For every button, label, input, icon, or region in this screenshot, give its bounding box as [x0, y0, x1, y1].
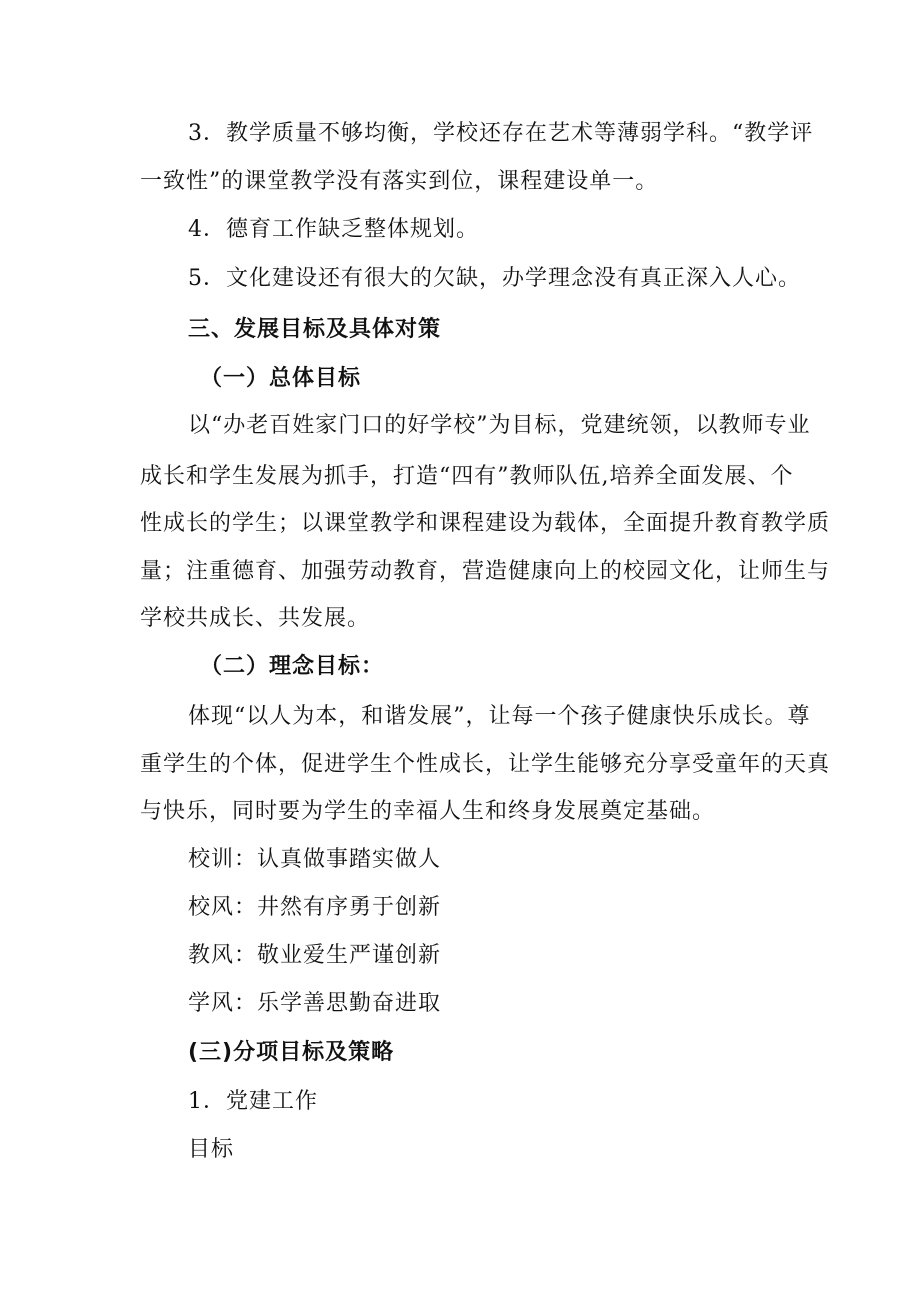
- text-line: 目标: [188, 1137, 235, 1162]
- text-line: 学校共成长、共发展。: [140, 606, 371, 631]
- text-line: 一致性”的课堂教学没有落实到位，课程建设单一。: [140, 169, 659, 194]
- text-line: 体现“以人为本，和谐发展”，让每一个孩子健康快乐成长。尊: [188, 704, 811, 729]
- subsection-heading: (三)分项目标及策略: [188, 1040, 395, 1065]
- text-line: 5．文化建设还有很大的欠缺，办学理念没有真正深入人心。: [188, 266, 801, 291]
- motto-line: 教风：敬业爱生严谨创新: [188, 943, 442, 968]
- text-line: 性成长的学生；以课堂教学和课程建设为载体，全面提升教育教学质: [140, 511, 831, 536]
- text-line: 成长和学生发展为抓手，打造“四有”教师队伍,培养全面发展、个: [140, 464, 794, 489]
- subsection-heading: （二）理念目标：: [200, 654, 385, 679]
- motto-line: 校风：井然有序勇于创新: [188, 895, 442, 920]
- motto-line: 学风：乐学善思勤奋进取: [188, 991, 442, 1016]
- text-line: 4．德育工作缺乏整体规划。: [188, 217, 479, 242]
- text-line: 3．教学质量不够均衡，学校还存在艺术等薄弱学科。“教学评: [188, 121, 814, 146]
- section-heading: 三、发展目标及具体对策: [188, 317, 442, 342]
- subsection-heading: （一）总体目标: [200, 366, 362, 391]
- text-line: 量；注重德育、加强劳动教育，营造健康向上的校园文化，让师生与: [140, 559, 831, 584]
- text-line: 与快乐，同时要为学生的幸福人生和终身发展奠定基础。: [140, 799, 716, 824]
- motto-line: 校训：认真做事踏实做人: [188, 847, 442, 872]
- text-line: 1．党建工作: [188, 1089, 318, 1114]
- text-line: 以“办老百姓家门口的好学校”为目标，党建统领，以教师专业: [188, 413, 811, 438]
- text-line: 重学生的个体，促进学生个性成长，让学生能够充分享受童年的天真: [140, 752, 831, 777]
